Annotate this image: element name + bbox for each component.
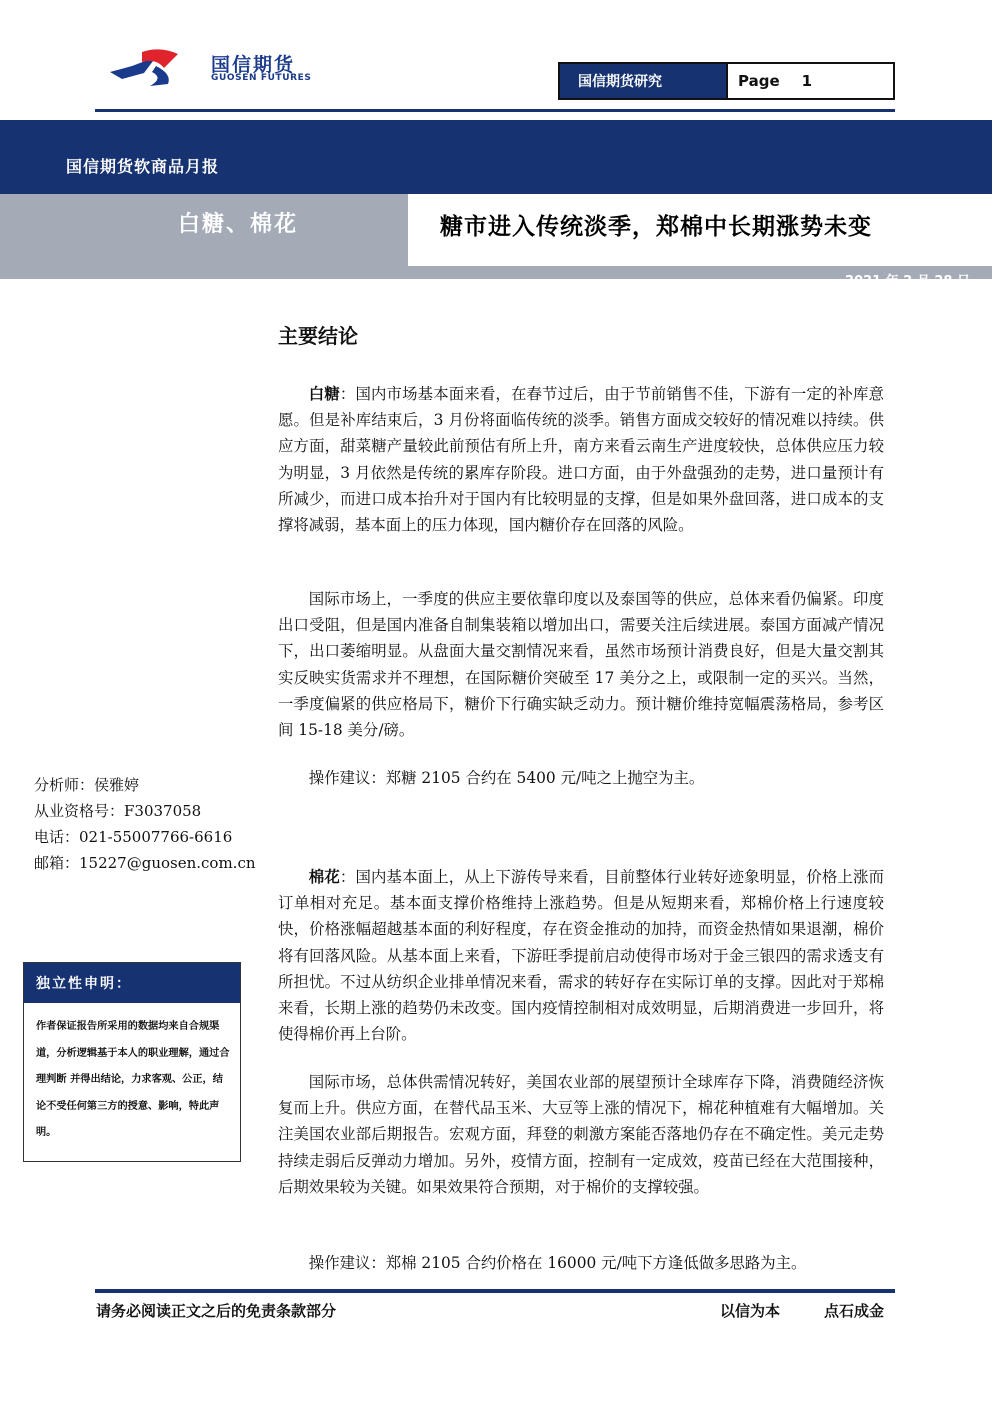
independence-declaration	[23, 962, 241, 1162]
sugar-paragraph-international: 国际市场上，一季度的供应主要依靠印度以及泰国等的供应，总体来看仍偏紧。印度出口受阻，但是国内准备自制集装箱以增加出口，需要关注后续进展。泰国方面减产情况下，出口萎缩明显。从盘面大量交割情况来看，虽然市场预计消费良好，但是大量交割其实反映实货需求并不理想，在国际糖价突破至 17 美分之上，或限制一定的买兴。当然，一季度偏紧的供应格局下，糖价下行确实缺乏动力。预计糖价维持宽幅震荡格局，参考区间 15-18 美分/磅。	[278, 590, 884, 740]
footer-slogan-1: 以信为本	[720, 1302, 781, 1320]
report-name: 国信期货软商品月报	[66, 157, 220, 176]
sugar-paragraph-domestic	[278, 381, 884, 538]
sugar-domestic-text: ：国内市场基本面来看，在春节过后，由于节前销售不佳，下游有一定的补库意愿。但是补库结束后，3 月份将面临传统的淡季。销售方面成交较好的情况难以持续。供应方面，甜菜糖产量较此前预估有所上升，南方来看云南生产进度较快，总体供应压力较为明显，3 月依然是传统的累库存阶段。进口方面，由于外盘强劲的走势，进口量预计有所减少，而进口成本抬升对于国内有比较明显的支撑，但是如果外盘回落，进口成本的支撑将减弱，基本面上的压力体现，国内糖价存在回落的风险。	[278, 385, 884, 535]
declaration-title: 独立性申明：	[24, 963, 240, 1003]
page-indicator	[728, 64, 893, 98]
analyst-email: 邮箱：15227@guosen.com.cn	[34, 854, 256, 872]
page-number: 1	[801, 72, 813, 90]
section-title: 主要结论	[278, 324, 358, 348]
report-category: 白糖、棉花	[178, 212, 299, 237]
cotton-paragraph-domestic	[278, 864, 884, 1047]
header-divider	[95, 109, 895, 112]
logo-mark-icon	[108, 46, 208, 92]
logo-chinese-name: 国信期货	[211, 54, 296, 76]
analyst-name: 分析师：侯雅婷	[34, 776, 140, 794]
analyst-license: 从业资格号：F3037058	[34, 802, 202, 820]
cotton-advice: 操作建议：郑棉 2105 合约价格在 16000 元/吨下方逢低做多思路为主。	[308, 1254, 807, 1272]
sugar-advice: 操作建议：郑糖 2105 合约在 5400 元/吨之上抛空为主。	[308, 769, 705, 787]
logo-english-name: GUOSEN FUTURES	[211, 73, 312, 83]
cotton-domestic-text: ：国内基本面上，从上下游传导来看，目前整体行业转好迹象明显，价格上涨而订单相对充足。基本面支撑价格维持上涨趋势。但是从短期来看，郑棉价格上行速度较快，价格涨幅超越基本面的利好程度，存在资金推动的加持，而资金热情如果退潮，棉价将有回落风险。从基本面上来看，下游旺季提前启动使得市场对于金三银四的需求透支有所担忧。不过从纺织企业排单情况来看，需求的转好存在实际订单的支撑。因此对于郑棉来看，长期上涨的趋势仍未改变。国内疫情控制相对成效明显，后期消费进一步回升，将使得棉价再上台阶。	[278, 868, 884, 1044]
declaration-text: 作者保证报告所采用的数据均来自合规渠道，分析逻辑基于本人的职业理解，通过合理判断 并得出结论，力求客观、公正，结论不受任何第三方的授意、影响，特此声明。	[36, 1021, 230, 1138]
report-date: 2021 年 2 月 28 日	[845, 274, 970, 289]
footer-slogan-2: 点石成金	[824, 1302, 885, 1320]
analyst-info	[34, 772, 256, 876]
page-label: Page	[738, 72, 780, 90]
date-strip	[0, 266, 992, 279]
cotton-label: 棉花	[308, 868, 340, 886]
analyst-phone: 电话：021-55007766-6616	[34, 828, 233, 846]
header-page-box	[558, 62, 895, 100]
cotton-paragraph-international: 国际市场，总体供需情况转好，美国农业部的展望预计全球库存下降，消费随经济恢复而上升。供应方面，在替代品玉米、大豆等上涨的情况下，棉花种植难有大幅增加。关注美国农业部后期报告。宏观方面，拜登的刺激方案能否落地仍存在不确定性。美元走势持续走弱后反弹动力增加。另外，疫情方面，控制有一定成效，疫苗已经在大范围接种，后期效果较为关键。如果效果符合预期，对于棉价的支撑较强。	[278, 1073, 884, 1196]
sugar-label: 白糖	[308, 385, 340, 403]
research-label: 国信期货研究	[560, 64, 728, 98]
company-logo	[108, 46, 348, 92]
footer-divider	[95, 1289, 895, 1293]
footer-disclaimer-note: 请务必阅读正文之后的免责条款部分	[96, 1302, 337, 1320]
report-headline: 糖市进入传统淡季，郑棉中长期涨势未变	[440, 213, 872, 240]
